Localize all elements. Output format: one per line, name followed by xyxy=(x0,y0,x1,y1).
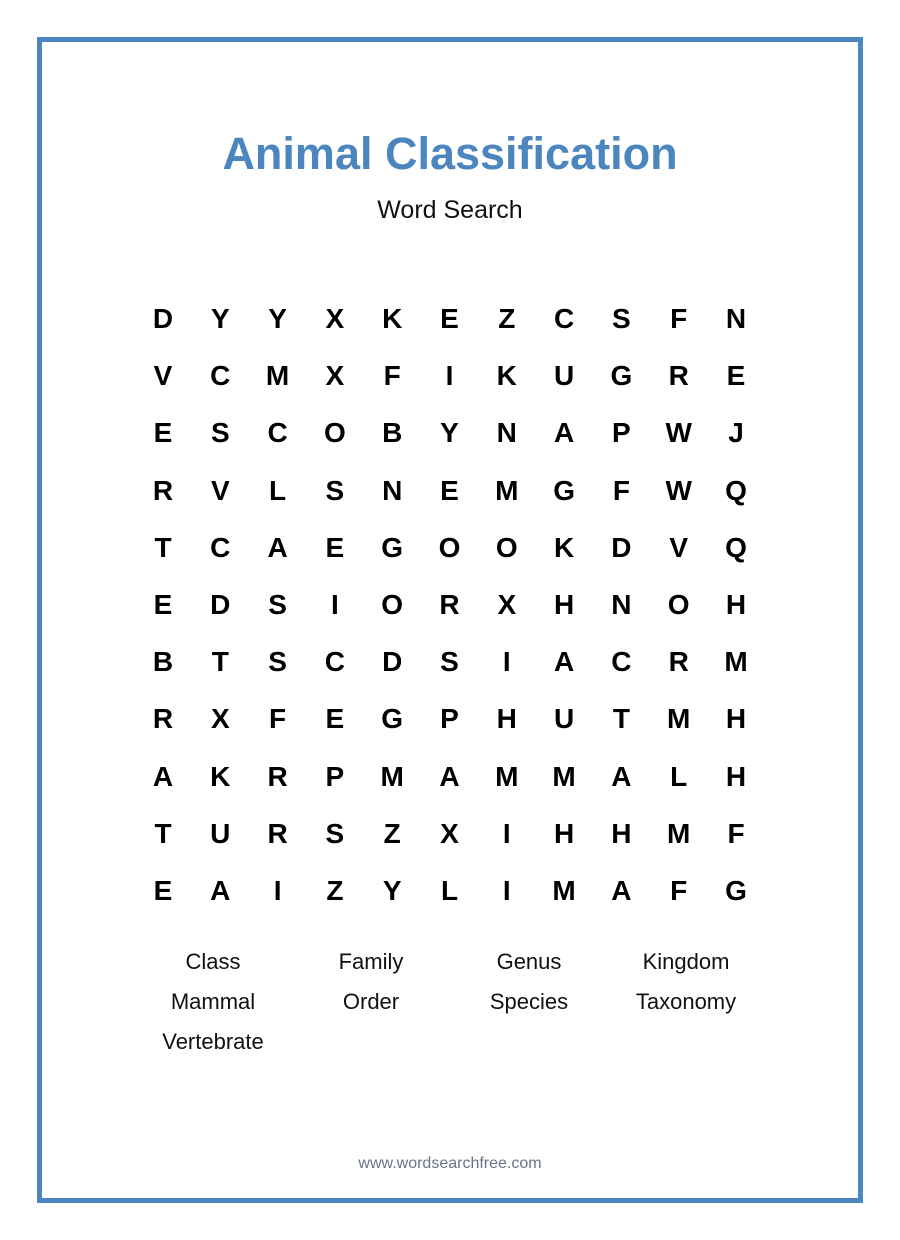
grid-cell[interactable]: W xyxy=(665,474,692,506)
grid-cell[interactable]: P xyxy=(612,417,631,449)
grid-cell[interactable]: M xyxy=(380,760,404,792)
grid-cell[interactable]: C xyxy=(324,646,345,678)
page-title: Animal Classification xyxy=(222,128,678,179)
grid-cell[interactable]: I xyxy=(502,875,511,906)
grid-cell[interactable]: W xyxy=(665,417,692,449)
grid-cell[interactable]: B xyxy=(382,417,403,449)
grid-cell[interactable]: A xyxy=(611,760,632,792)
grid-cell[interactable]: S xyxy=(210,417,230,449)
grid-cell[interactable]: M xyxy=(667,817,691,849)
grid-cell[interactable]: U xyxy=(553,360,575,392)
grid-cell[interactable]: I xyxy=(502,817,511,849)
grid-cell[interactable]: R xyxy=(267,817,288,849)
grid-cell[interactable]: D xyxy=(382,646,403,678)
grid-cell[interactable]: X xyxy=(325,360,345,392)
word-list-item: Family xyxy=(338,949,404,974)
grid-cell[interactable]: U xyxy=(210,817,231,849)
grid-cell[interactable]: C xyxy=(611,646,632,678)
grid-cell[interactable]: K xyxy=(382,303,403,334)
grid-cell[interactable]: A xyxy=(439,760,460,792)
grid-cell[interactable]: V xyxy=(669,531,689,563)
grid-cell[interactable]: C xyxy=(210,360,231,392)
grid-cell[interactable]: C xyxy=(553,303,575,334)
grid-cell[interactable]: Y xyxy=(440,417,459,449)
grid-cell[interactable]: E xyxy=(153,875,173,906)
grid-cell[interactable]: D xyxy=(152,303,174,334)
grid-cell[interactable]: G xyxy=(381,531,404,563)
grid-cell[interactable]: O xyxy=(381,589,404,620)
grid-cell[interactable]: H xyxy=(553,817,575,849)
grid-cell[interactable]: R xyxy=(267,760,288,792)
grid-cell[interactable]: R xyxy=(152,703,174,735)
grid-cell[interactable]: U xyxy=(553,703,575,735)
grid-cell[interactable]: F xyxy=(670,875,688,906)
grid-cell[interactable]: A xyxy=(267,531,288,563)
grid-cell[interactable]: O xyxy=(324,417,346,449)
grid-cell[interactable]: Z xyxy=(383,817,401,849)
grid-cell[interactable]: Q xyxy=(725,474,747,506)
grid-cell[interactable]: A xyxy=(210,875,231,906)
grid-cell[interactable]: Y xyxy=(382,875,402,906)
grid-cell[interactable]: T xyxy=(154,531,172,563)
grid-cell[interactable]: F xyxy=(727,817,745,849)
grid-cell[interactable]: F xyxy=(612,474,630,506)
grid-cell[interactable]: S xyxy=(325,474,345,506)
grid-cell[interactable]: X xyxy=(497,589,517,620)
page-subtitle: Word Search xyxy=(377,196,523,224)
grid-cell[interactable]: E xyxy=(325,531,345,563)
grid-cell[interactable]: I xyxy=(445,360,454,392)
grid-cell[interactable]: N xyxy=(725,303,747,334)
grid-cell[interactable]: V xyxy=(210,474,230,506)
grid-cell[interactable]: R xyxy=(439,589,460,620)
word-list-item: Mammal xyxy=(170,989,256,1014)
grid-cell[interactable]: G xyxy=(725,875,747,906)
grid-cell[interactable]: M xyxy=(667,703,691,735)
grid-cell[interactable]: P xyxy=(325,760,345,792)
grid-cell[interactable]: K xyxy=(210,760,231,792)
grid-cell[interactable]: M xyxy=(552,760,576,792)
grid-cell[interactable]: G xyxy=(381,703,404,735)
grid-cell[interactable]: X xyxy=(440,817,459,849)
grid-cell[interactable]: Q xyxy=(725,531,747,563)
grid-cell[interactable]: O xyxy=(667,589,690,620)
grid-cell[interactable]: A xyxy=(553,417,575,449)
word-list-item: Vertebrate xyxy=(162,1029,264,1054)
word-list-item: Order xyxy=(342,989,400,1014)
grid-cell[interactable]: E xyxy=(153,417,173,449)
grid-cell[interactable]: C xyxy=(267,417,288,449)
grid-cell[interactable]: L xyxy=(269,474,287,506)
grid-cell[interactable]: H xyxy=(553,589,575,620)
grid-cell[interactable]: F xyxy=(383,360,401,392)
grid-cell[interactable]: E xyxy=(440,474,459,506)
grid-cell[interactable]: I xyxy=(502,646,511,678)
grid-cell[interactable]: P xyxy=(440,703,459,735)
grid-cell[interactable]: H xyxy=(725,703,747,735)
grid-cell[interactable]: L xyxy=(670,760,688,792)
grid-cell[interactable]: X xyxy=(210,703,230,735)
grid-cell[interactable]: N xyxy=(611,589,632,620)
grid-cell[interactable]: E xyxy=(440,303,459,334)
word-list-item: Class xyxy=(185,949,241,974)
grid-cell[interactable]: M xyxy=(552,875,576,906)
grid-cell[interactable]: J xyxy=(728,417,744,449)
grid-cell[interactable]: M xyxy=(495,760,519,792)
grid-cell[interactable]: R xyxy=(668,646,689,678)
footer-url[interactable]: www.wordsearchfree.com xyxy=(358,1155,542,1172)
grid-cell[interactable]: H xyxy=(496,703,517,735)
grid-cell[interactable]: N xyxy=(496,417,517,449)
grid-cell[interactable]: H xyxy=(611,817,632,849)
grid-cell[interactable]: X xyxy=(325,303,345,334)
grid-cell[interactable]: E xyxy=(325,703,345,735)
grid-cell[interactable]: R xyxy=(152,474,174,506)
word-list-item: Kingdom xyxy=(642,949,730,974)
grid-cell[interactable]: A xyxy=(611,875,632,906)
grid-cell[interactable]: E xyxy=(153,589,173,620)
grid-cell[interactable]: K xyxy=(553,531,575,563)
grid-cell[interactable]: H xyxy=(725,760,747,792)
grid-cell[interactable]: S xyxy=(268,646,287,678)
grid-cell[interactable]: G xyxy=(610,360,633,392)
grid-cell[interactable]: G xyxy=(553,474,575,506)
grid-cell[interactable]: B xyxy=(152,646,174,678)
grid-cell[interactable]: I xyxy=(331,589,339,620)
grid-cell[interactable]: A xyxy=(152,760,174,792)
grid-cell[interactable]: T xyxy=(612,703,630,735)
grid-cell[interactable]: T xyxy=(154,817,172,849)
grid-cell[interactable]: S xyxy=(612,303,631,334)
grid-cell[interactable]: M xyxy=(495,474,519,506)
grid-cell[interactable]: R xyxy=(668,360,689,392)
grid-cell[interactable]: D xyxy=(210,589,231,620)
word-list-item: Genus xyxy=(496,949,562,974)
grid-cell[interactable]: L xyxy=(440,875,459,906)
word-list-item: Species xyxy=(489,989,569,1014)
grid-cell[interactable]: F xyxy=(670,303,688,334)
grid-cell[interactable]: S xyxy=(440,646,459,678)
grid-cell[interactable]: V xyxy=(153,360,173,392)
grid-cell[interactable]: M xyxy=(265,360,290,392)
word-list-item: Taxonomy xyxy=(635,989,737,1014)
grid-cell[interactable]: K xyxy=(496,360,517,392)
grid-cell[interactable]: A xyxy=(553,646,575,678)
grid-cell[interactable]: C xyxy=(210,531,231,563)
grid-cell[interactable]: Y xyxy=(210,303,230,334)
grid-cell[interactable]: S xyxy=(268,589,287,620)
grid-cell[interactable]: I xyxy=(273,875,282,906)
grid-cell[interactable]: O xyxy=(495,531,518,563)
grid-cell[interactable]: N xyxy=(382,474,403,506)
grid-cell[interactable]: M xyxy=(724,646,748,678)
grid-cell[interactable]: T xyxy=(211,646,229,678)
grid-cell[interactable]: Z xyxy=(498,303,516,334)
grid-cell[interactable]: S xyxy=(325,817,345,849)
grid-cell[interactable]: D xyxy=(611,531,632,563)
grid-cell[interactable]: Z xyxy=(326,875,344,906)
grid-cell[interactable]: E xyxy=(726,360,746,392)
grid-cell[interactable]: Y xyxy=(268,303,287,334)
grid-cell[interactable]: H xyxy=(725,589,747,620)
grid-cell[interactable]: F xyxy=(269,703,287,735)
grid-cell[interactable]: O xyxy=(438,531,461,563)
